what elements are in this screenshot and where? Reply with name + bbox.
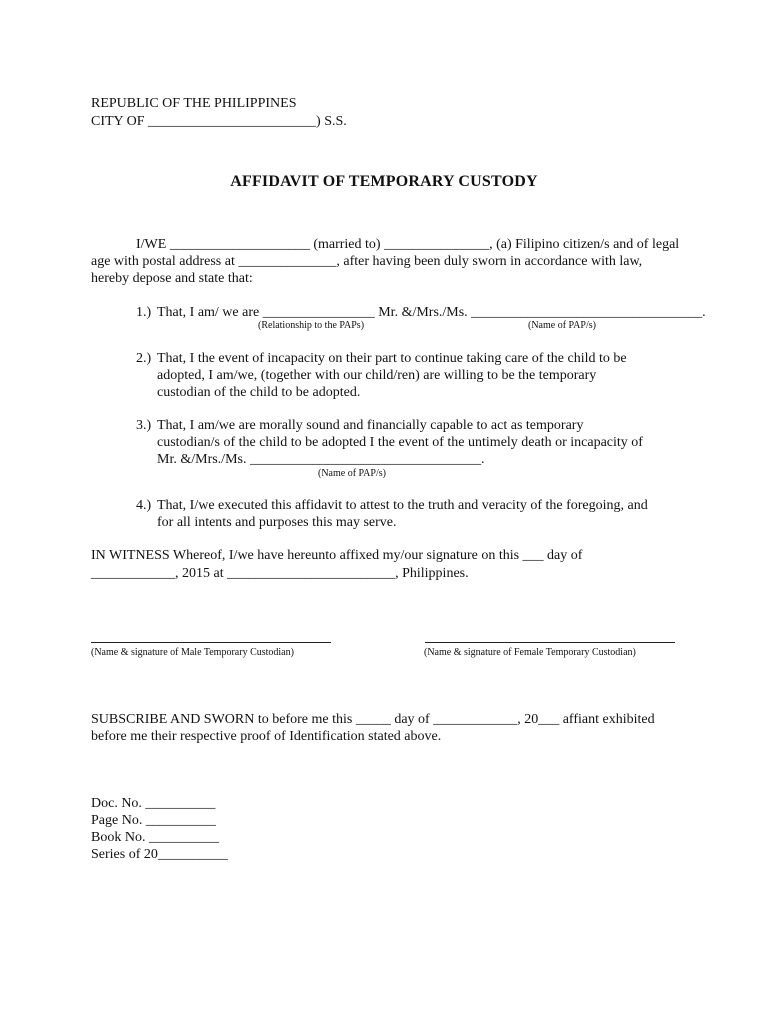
intro-line-2: age with postal address at ______________, after having been duly sworn in accordance with law, <box>91 254 643 269</box>
witness-line-2: ____________, 2015 at ________________________, Philippines. <box>91 566 469 581</box>
item-3-line-3: Mr. &/Mrs./Ms. _________________________________. <box>157 452 485 467</box>
item-3-line-2: custodian/s of the child to be adopted I the event of the untimely death or incapacity of <box>157 435 643 450</box>
male-signature-line <box>91 642 331 643</box>
notary-page-no: Page No. __________ <box>91 813 216 828</box>
item-3-number: 3.) <box>136 418 152 433</box>
header-republic: REPUBLIC OF THE PHILIPPINES <box>91 96 297 111</box>
intro-line-3: hereby depose and state that: <box>91 271 253 286</box>
item-1-caption-relationship: (Relationship to the PAPs) <box>258 320 365 331</box>
item-2-number: 2.) <box>136 351 152 366</box>
item-4-line-2: for all intents and purposes this may serve. <box>157 515 397 530</box>
witness-line-1: IN WITNESS Whereof, I/we have hereunto affixed my/our signature on this ___ day of <box>91 548 583 563</box>
item-3-line-1: That, I am/we are morally sound and financially capable to act as temporary <box>157 418 584 433</box>
item-1-number: 1.) <box>136 305 152 320</box>
intro-line-1: I/WE ____________________ (married to) _______________, (a) Filipino citizen/s and of legal <box>136 237 680 252</box>
item-1-caption-pap: (Name of PAP/s) <box>528 320 596 331</box>
notary-series: Series of 20__________ <box>91 847 228 862</box>
item-4-line-1: That, I/we executed this affidavit to attest to the truth and veracity of the foregoing, and <box>157 498 648 513</box>
item-3-caption-pap: (Name of PAP/s) <box>318 468 386 479</box>
item-1-text: That, I am/ we are ________________ Mr. &/Mrs./Ms. _________________________________. <box>157 305 706 320</box>
notary-book-no: Book No. __________ <box>91 830 219 845</box>
sworn-line-1: SUBSCRIBE AND SWORN to before me this _____ day of ____________, 20___ affiant exhibited <box>91 712 655 727</box>
item-4-number: 4.) <box>136 498 152 513</box>
item-2-line-3: custodian of the child to be adopted. <box>157 385 361 400</box>
female-signature-caption: (Name & signature of Female Temporary Custodian) <box>424 647 636 658</box>
notary-doc-no: Doc. No. __________ <box>91 796 216 811</box>
female-signature-line <box>425 642 675 643</box>
document-title: AFFIDAVIT OF TEMPORARY CUSTODY <box>230 173 538 190</box>
item-2-line-1: That, I the event of incapacity on their part to continue taking care of the child to be <box>157 351 627 366</box>
sworn-line-2: before me their respective proof of Identification stated above. <box>91 729 442 744</box>
male-signature-caption: (Name & signature of Male Temporary Custodian) <box>91 647 294 658</box>
header-city: CITY OF ________________________) S.S. <box>91 114 347 129</box>
item-2-line-2: adopted, I am/we, (together with our child/ren) are willing to be the temporary <box>157 368 597 383</box>
